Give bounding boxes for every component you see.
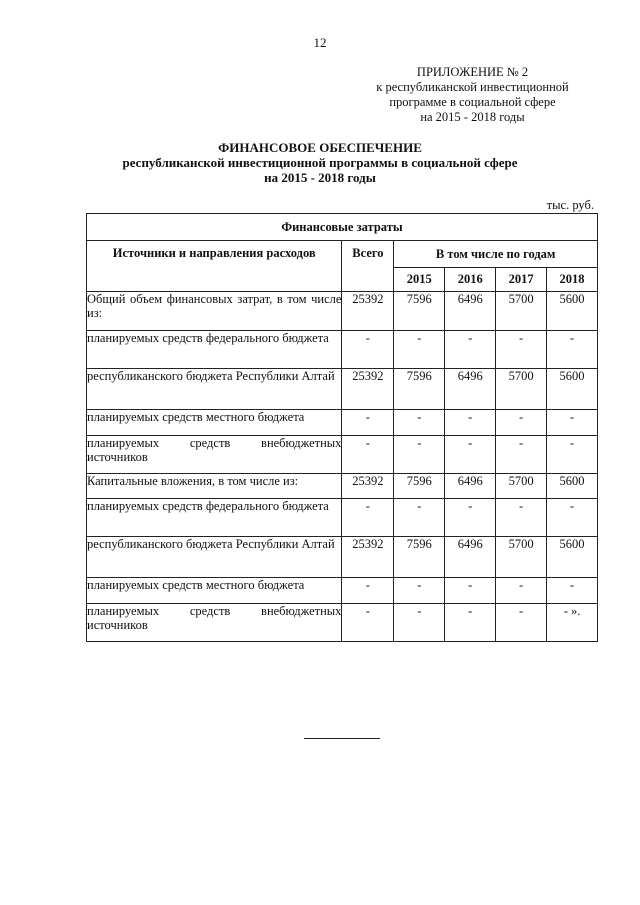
document-title xyxy=(0,140,640,185)
year-header: 2016 xyxy=(445,268,496,292)
table-row xyxy=(87,474,598,499)
year-value-cell: - xyxy=(547,331,598,369)
year-value-cell: 6496 xyxy=(445,292,496,331)
title-line: на 2015 - 2018 годы xyxy=(264,170,376,185)
year-value-cell: 5700 xyxy=(496,474,547,499)
year-value-cell: 5600 xyxy=(547,369,598,410)
source-cell: планируемых средств федерального бюджета xyxy=(87,331,342,369)
total-cell: - xyxy=(342,604,394,642)
page-number: 12 xyxy=(313,35,327,50)
year-value-cell: - xyxy=(496,578,547,604)
table-row xyxy=(87,369,598,410)
year-value-cell: - xyxy=(547,410,598,436)
year-value-cell: 7596 xyxy=(394,537,445,578)
year-value-cell: 5700 xyxy=(496,292,547,331)
total-cell: - xyxy=(342,410,394,436)
year-value-cell: - xyxy=(394,436,445,474)
source-cell: республиканского бюджета Республики Алтай xyxy=(87,369,342,410)
year-value-cell: - xyxy=(547,578,598,604)
year-value-cell: 6496 xyxy=(445,537,496,578)
year-header: 2015 xyxy=(394,268,445,292)
year-value-cell: - xyxy=(496,436,547,474)
table-row xyxy=(87,537,598,578)
table-body xyxy=(87,292,598,642)
year-value-cell: 6496 xyxy=(445,369,496,410)
total-cell: 25392 xyxy=(342,292,394,331)
year-value-cell: 7596 xyxy=(394,474,445,499)
appendix-line: программе в социальной сфере xyxy=(389,95,556,109)
financing-table xyxy=(86,213,598,642)
year-value-cell: - xyxy=(445,410,496,436)
total-cell: 25392 xyxy=(342,474,394,499)
column-header-total: Всего xyxy=(342,241,394,292)
year-value-cell: - xyxy=(496,604,547,642)
footer-divider xyxy=(304,738,380,739)
source-cell: республиканского бюджета Республики Алтай xyxy=(87,537,342,578)
year-value-cell: - xyxy=(394,578,445,604)
appendix-header xyxy=(360,65,585,125)
source-cell: планируемых средств местного бюджета xyxy=(87,410,342,436)
year-value-cell: - xyxy=(445,436,496,474)
title-line: республиканской инвестиционной программы в социальной сфере xyxy=(122,155,518,170)
table-row xyxy=(87,436,598,474)
table-row xyxy=(87,499,598,537)
year-value-cell: - xyxy=(547,499,598,537)
year-header: 2018 xyxy=(547,268,598,292)
table-caption: Финансовые затраты xyxy=(87,214,598,241)
year-value-cell: - xyxy=(394,499,445,537)
total-cell: - xyxy=(342,578,394,604)
year-value-cell: 6496 xyxy=(445,474,496,499)
year-value-cell: 5700 xyxy=(496,537,547,578)
appendix-line: на 2015 - 2018 годы xyxy=(420,110,525,124)
table-row xyxy=(87,410,598,436)
year-value-cell: 5600 xyxy=(547,537,598,578)
column-header-source: Источники и направления расходов xyxy=(87,241,342,292)
total-cell: 25392 xyxy=(342,369,394,410)
year-value-cell: 5700 xyxy=(496,369,547,410)
table-row xyxy=(87,331,598,369)
table-row xyxy=(87,578,598,604)
year-value-cell: 7596 xyxy=(394,292,445,331)
source-cell: планируемых средств местного бюджета xyxy=(87,578,342,604)
unit-label: тыс. руб. xyxy=(546,198,594,212)
year-value-cell: 5600 xyxy=(547,292,598,331)
year-value-cell: - xyxy=(445,604,496,642)
source-cell: Капитальные вложения, в том числе из: xyxy=(87,474,342,499)
source-cell: планируемых средств внебюджетных источников xyxy=(87,436,342,474)
total-cell: 25392 xyxy=(342,537,394,578)
year-value-cell: - xyxy=(496,410,547,436)
year-value-cell: - xyxy=(394,410,445,436)
year-header: 2017 xyxy=(496,268,547,292)
year-value-cell: - xyxy=(445,499,496,537)
appendix-line: к республиканской инвестиционной xyxy=(376,80,569,94)
year-value-cell: 7596 xyxy=(394,369,445,410)
year-value-cell: 5600 xyxy=(547,474,598,499)
title-line: ФИНАНСОВОЕ ОБЕСПЕЧЕНИЕ xyxy=(218,140,422,155)
total-cell: - xyxy=(342,499,394,537)
year-value-cell: - xyxy=(394,331,445,369)
year-value-cell: - ». xyxy=(547,604,598,642)
column-header-years: В том числе по годам xyxy=(394,241,598,268)
year-value-cell: - xyxy=(445,331,496,369)
source-cell: Общий объем финансовых затрат, в том числе из: xyxy=(87,292,342,331)
year-value-cell: - xyxy=(496,499,547,537)
source-cell: планируемых средств внебюджетных источников xyxy=(87,604,342,642)
total-cell: - xyxy=(342,436,394,474)
table-row xyxy=(87,292,598,331)
year-value-cell: - xyxy=(394,604,445,642)
table-row xyxy=(87,604,598,642)
total-cell: - xyxy=(342,331,394,369)
year-value-cell: - xyxy=(496,331,547,369)
source-cell: планируемых средств федерального бюджета xyxy=(87,499,342,537)
year-value-cell: - xyxy=(445,578,496,604)
year-value-cell: - xyxy=(547,436,598,474)
appendix-line: ПРИЛОЖЕНИЕ № 2 xyxy=(416,65,529,79)
